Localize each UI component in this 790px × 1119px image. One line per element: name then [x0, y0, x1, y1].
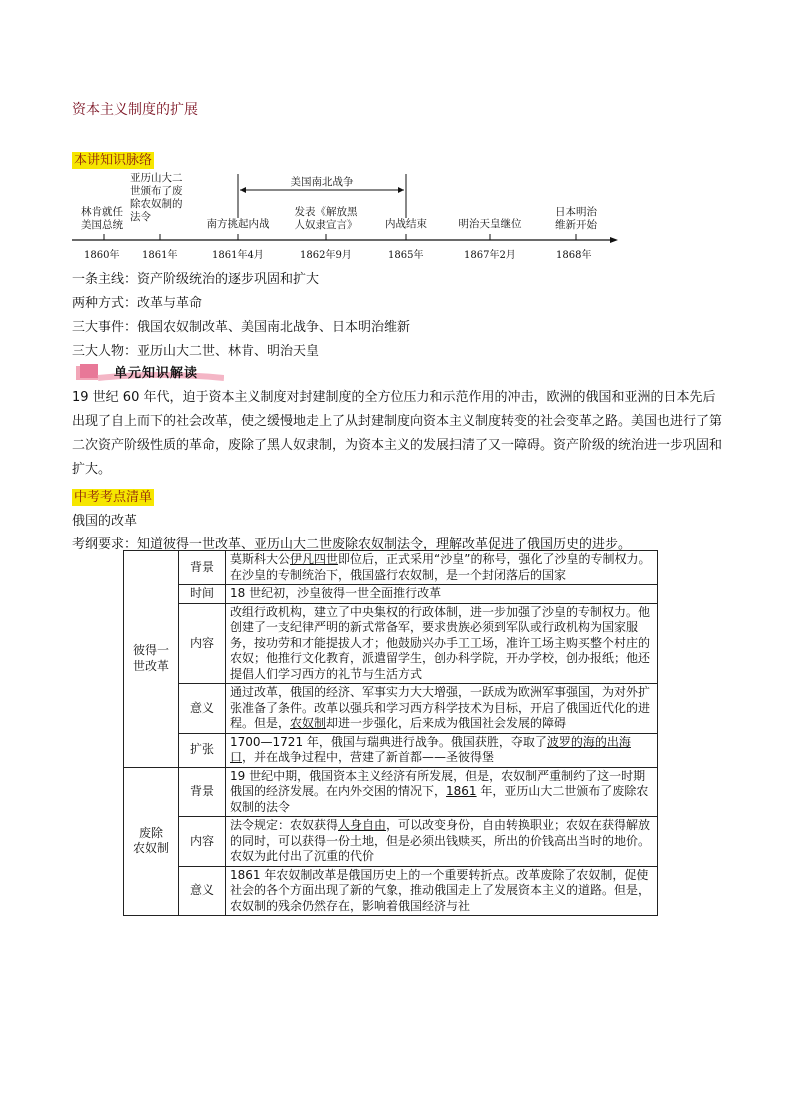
table-row [124, 733, 658, 767]
reform-table [123, 550, 658, 916]
table-row [124, 551, 658, 585]
group-cell: 彼得一 世改革 [124, 551, 179, 768]
timeline-event-label: 发表《解放黑 人奴隶宣言》 [294, 206, 358, 231]
summary-line: 两种方式：改革与革命 [72, 296, 203, 311]
page-title: 资本主义制度的扩展 [72, 102, 198, 118]
section-heading-text: 中考考点清单 [74, 490, 153, 505]
table-row [124, 603, 658, 684]
table-row [124, 817, 658, 867]
exam-requirement: 考纲要求：知道彼得一世改革、亚历山大二世废除农奴制法令，理解改革促进了俄国历史的进步。 [72, 537, 632, 552]
row-text: 法令规定：农奴获得人身自由，可以改变身份，自由转换职业；农奴在获得解放的同时，可以获得一份土地，但是必须出钱赎买，所出的价钱高出当时的地价。农奴为此付出了沉重的代价 [226, 817, 658, 867]
timeline-year: 1861年 [142, 250, 178, 261]
timeline-event-label: 亚历山大二 世颁布了废 除农奴制的 法令 [130, 172, 183, 223]
row-key: 意义 [179, 684, 226, 734]
timeline-year: 1867年2月 [464, 250, 516, 261]
unit-banner [74, 362, 224, 382]
row-text: 1861 年农奴制改革是俄国历史上的一个重要转折点。改革废除了农奴制，促使社会的各个方面出现了新的气象，推动俄国走上了发展资本主义的道路。但是，农奴制的残余仍然存在，影响着俄国经济与社 [226, 866, 658, 916]
timeline-year: 1861年4月 [212, 250, 264, 261]
timeline-year: 1868年 [556, 250, 592, 261]
row-key: 背景 [179, 767, 226, 817]
subsection-title: 俄国的改革 [72, 514, 138, 529]
row-key: 扩张 [179, 733, 226, 767]
timeline-event-label: 日本明治 维新开始 [555, 206, 597, 231]
row-key: 背景 [179, 551, 226, 585]
timeline-year: 1862年9月 [300, 250, 352, 261]
row-key: 内容 [179, 603, 226, 684]
timeline-event-label: 南方挑起内战 [206, 218, 270, 230]
timeline-year: 1865年 [388, 250, 424, 261]
group-cell: 废除 农奴制 [124, 767, 179, 916]
row-key: 意义 [179, 866, 226, 916]
row-key: 时间 [179, 585, 226, 604]
banner-label: 单元知识解读 [114, 366, 199, 381]
timeline-event-label: 林肯就任 美国总统 [81, 206, 123, 231]
table-row [124, 866, 658, 916]
section-heading-outline [72, 149, 154, 168]
intro-paragraph: 19 世纪 60 年代，迫于资本主义制度对封建制度的全方位压力和示范作用的冲击，欧洲的俄国和亚洲的日本先后出现了自上而下的社会改革，使之缓慢地走上了从封建制度向资本主义制度转变的社会变革之路。美国也进行了第二次资产阶级性质的革命，废除了黑人奴隶制，为资本主义的发展扫清了又一障碍。资产阶级的统治进一步巩固和扩大。 [72, 390, 723, 477]
timeline-event-label: 内战结束 [385, 218, 427, 230]
row-text: 莫斯科大公伊凡四世即位后，正式采用“沙皇”的称号，强化了沙皇的专制权力。在沙皇的专制统治下，俄国盛行农奴制，是一个封闭落后的国家 [226, 551, 658, 585]
timeline [72, 170, 620, 264]
summary-line: 一条主线：资产阶级统治的逐步巩固和扩大 [72, 272, 320, 287]
war-arrow-right [398, 187, 404, 193]
timeline-arrow [610, 237, 618, 243]
section-heading-checklist [72, 486, 154, 505]
row-key: 内容 [179, 817, 226, 867]
row-text: 19 世纪中期，俄国资本主义经济有所发展，但是，农奴制严重制约了这一时期俄国的经济发展。在内外交困的情况下，1861 年，亚历山大二世颁布了废除农奴制的法令 [226, 767, 658, 817]
row-text: 1700—1721 年，俄国与瑞典进行战争。俄国获胜，夺取了波罗的海的出海口，并在战争过程中，营建了新首都——圣彼得堡 [226, 733, 658, 767]
timeline-year: 1860年 [84, 250, 120, 261]
row-text: 18 世纪初，沙皇彼得一世全面推行改革 [226, 585, 658, 604]
row-text: 改组行政机构，建立了中央集权的行政体制，进一步加强了沙皇的专制权力。他创建了一支纪律严明的新式常备军，要求贵族必须到军队或行政机构为国家服务，按功劳和才能提拔人才；他鼓励兴办手工工场，准许工场主购买整个村庄的农奴；他推行文化教育，派遣留学生，创办科学院，开办学校，创办报纸；他还提倡人们学习西方的礼节与生活方式 [226, 603, 658, 684]
summary-line: 三大事件：俄国农奴制改革、美国南北战争、日本明治维新 [72, 320, 411, 335]
timeline-event-label: 明治天皇继位 [458, 218, 522, 230]
table-row [124, 767, 658, 817]
row-text: 通过改革，俄国的经济、军事实力大大增强，一跃成为欧洲军事强国，为对外扩张准备了条件。改革以强兵和学习西方科学技术为目标，开启了俄国近代化的进程。但是，农奴制却进一步强化，后来成为俄国社会发展的障碍 [226, 684, 658, 734]
war-arrow-left [240, 187, 246, 193]
table-row [124, 585, 658, 604]
war-label: 美国南北战争 [258, 176, 386, 189]
table-row [124, 684, 658, 734]
section-heading-text: 本讲知识脉络 [74, 153, 153, 168]
summary-line: 三大人物：亚历山大二世、林肯、明治天皇 [72, 344, 320, 359]
